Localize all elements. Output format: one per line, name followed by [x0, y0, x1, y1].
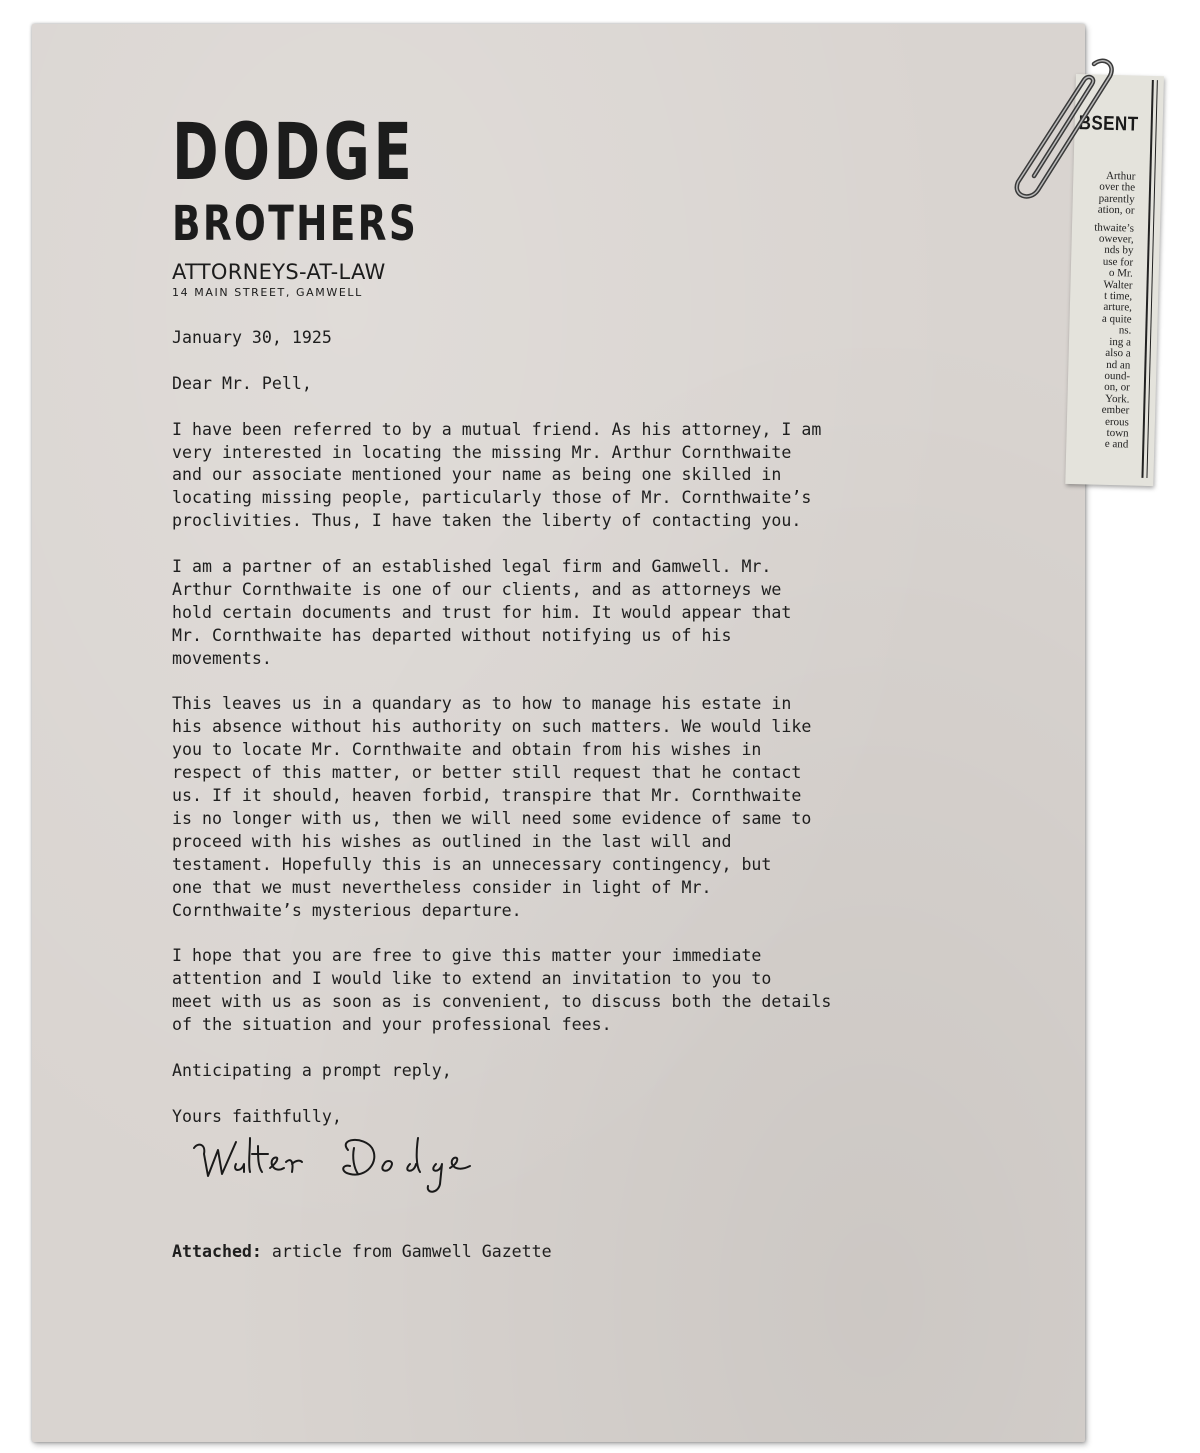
clipping-line: use for [1102, 255, 1134, 269]
clipping-line: ember [1101, 403, 1130, 417]
clipping-line: Arthur [1105, 169, 1136, 183]
clipping-line: over the [1099, 181, 1136, 194]
clipping-headline: BSENT [1078, 112, 1139, 136]
clipping-line: also a [1105, 346, 1131, 360]
firm-name-brothers: BROTHERS [172, 196, 419, 252]
attachment-note [172, 1241, 552, 1263]
clipping-line: nd an [1106, 358, 1131, 372]
attachment-label: Attached: [172, 1242, 262, 1261]
clipping-line: Walter [1103, 278, 1133, 292]
letter-sign-off: Yours faithfully, [172, 1106, 342, 1126]
firm-address: 14 MAIN STREET, GAMWELL [172, 286, 363, 299]
clipping-line: ns. [1118, 324, 1132, 337]
clipping-line: ing a [1109, 335, 1132, 349]
letter-body [172, 327, 972, 1152]
letter-date: January 30, 1925 [172, 328, 332, 347]
clipping-line: ound- [1104, 369, 1131, 383]
clipping-line: town [1106, 426, 1129, 440]
clipping-line: arture, [1103, 301, 1133, 315]
clipping-line: ation, or [1097, 203, 1135, 217]
letter-paragraph: I am a partner of an established legal firm and Gamwell. Mr. Arthur Cornthwaite is one of our clients, and as attorneys we hold certain documents and trust for him. It would appear that Mr. Cornthwaite has departed without notifying us of his movements. [172, 557, 792, 668]
clipping-line: nds by [1104, 244, 1134, 257]
clipping-line: on, or [1103, 381, 1130, 394]
firm-tagline: ATTORNEYS-AT-LAW [172, 260, 386, 284]
letterhead [172, 108, 510, 300]
clipping-line: o Mr. [1108, 267, 1133, 280]
clipping-line: e and [1104, 438, 1129, 451]
clipping-line: parently [1098, 192, 1135, 206]
clipping-line: thwaite’s [1094, 221, 1135, 235]
letter-paragraph: I have been referred to by a mutual friend. As his attorney, I am very interested in locating the missing Mr. Arthur Cornthwaite and our associate mentioned your name as being one skilled in locating missing people, particularly those of Mr. Cornthwaite’s proclivities. Thus, I have taken the liberty of contacting you. [172, 419, 822, 531]
signature-walter-dodge [188, 1128, 518, 1198]
firm-name-dodge: DODGE [172, 108, 416, 198]
clipping-line: t time, [1103, 289, 1133, 303]
letter-salutation: Dear Mr. Pell, [172, 373, 312, 393]
clipping-body [1066, 170, 1135, 451]
paperclip-icon [998, 50, 1118, 200]
clipping-line: erous [1104, 415, 1130, 429]
attachment-text: article from Gamwell Gazette [261, 1242, 552, 1261]
letter-closing: Anticipating a prompt reply, [172, 1060, 452, 1080]
letter-paragraph: I hope that you are free to give this matter your immediate attention and I would like to extend an invitation to you to meet with us as soon as is convenient, to discuss both the details of the situation and your professional fees. [172, 946, 832, 1035]
letter-paragraph: This leaves us in a quandary as to how to manage his estate in his absence without his authority on such matters. We would like you to locate Mr. Cornthwaite and obtain from his wishes in respect of this matter, or better still request that he contact us. If it should, heaven forbid, transpire that Mr. Cornthwaite is no longer with us, then we will need some evidence of same to proceed with his wishes as outlined in the last will and testament. Hopefully this is an unnecessary contingency, but one that we must nevertheless consider in light of Mr. Cornthwaite’s mysterious departure. [172, 694, 812, 920]
clipping-line: owever, [1098, 232, 1134, 246]
clipping-line: a quite [1101, 312, 1132, 326]
clipping-line: York. [1105, 392, 1130, 406]
